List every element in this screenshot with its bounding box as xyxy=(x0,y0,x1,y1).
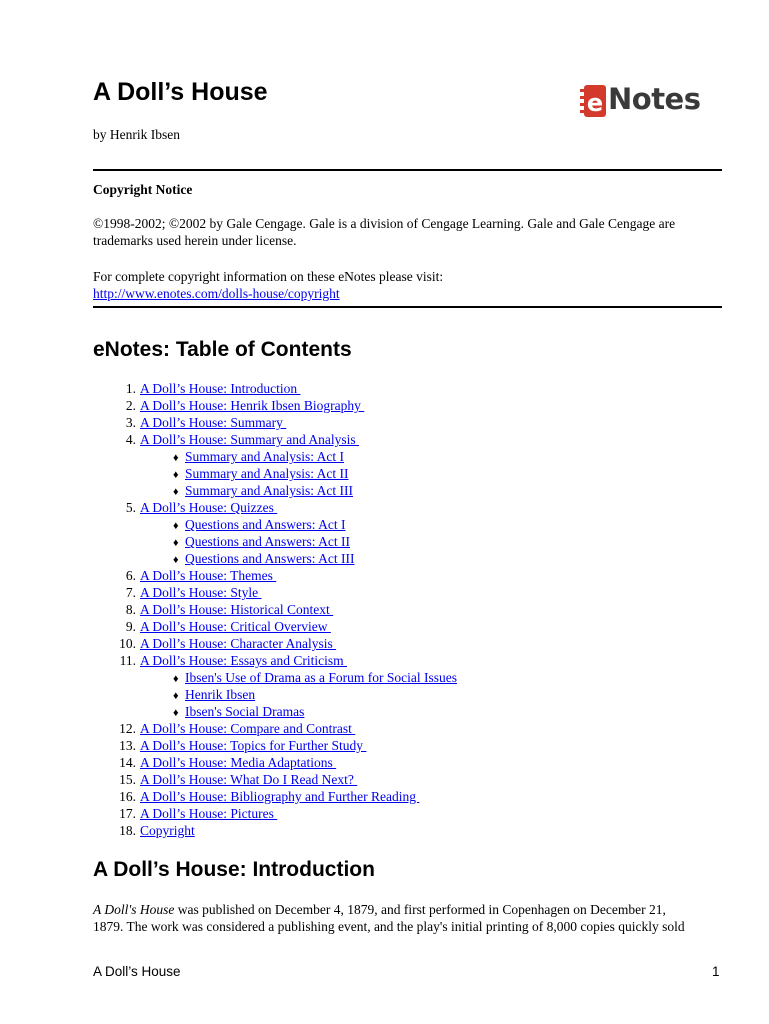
toc-item xyxy=(93,567,723,584)
toc-item xyxy=(93,380,723,397)
toc-item-number: 15. xyxy=(119,772,136,787)
toc-item-number: 16. xyxy=(119,789,136,804)
toc-item xyxy=(93,431,723,448)
toc-item-link[interactable]: A Doll’s House: Topics for Further Study xyxy=(140,738,367,753)
toc-subitem-link[interactable]: Summary and Analysis: Act III xyxy=(185,483,353,498)
toc-subitem-link[interactable]: Henrik Ibsen xyxy=(185,687,256,702)
diamond-bullet-icon: ♦ xyxy=(173,554,179,566)
toc-item xyxy=(93,720,723,737)
intro-paragraph xyxy=(93,901,733,935)
intro-play-title: A Doll's House xyxy=(93,902,175,917)
toc-subitem xyxy=(93,686,723,703)
toc-item-number: 3. xyxy=(125,415,136,430)
toc-subitem xyxy=(93,448,723,465)
toc-item-number: 5. xyxy=(125,500,136,515)
diamond-bullet-icon: ♦ xyxy=(173,537,179,549)
toc-item xyxy=(93,397,723,414)
toc-item-number: 12. xyxy=(119,721,136,736)
toc-subitem-link[interactable]: Ibsen's Social Dramas xyxy=(185,704,305,719)
document-title: A Doll’s House xyxy=(93,78,268,106)
toc-item-link[interactable]: A Doll’s House: Compare and Contrast xyxy=(140,721,356,736)
enotes-logo-mark-icon xyxy=(578,80,608,120)
toc-item xyxy=(93,499,723,516)
toc-item xyxy=(93,805,723,822)
toc-subitem xyxy=(93,533,723,550)
toc-item-link[interactable]: A Doll’s House: Summary and Analysis xyxy=(140,432,359,447)
intro-text-line2: 1879. The work was considered a publishing event, and the play's initial printing of 8,000 copies quickly sold xyxy=(93,919,685,934)
copyright-text: ©1998-2002; ©2002 by Gale Cengage. Gale is a division of Cengage Learning. Gale and Gale Cengage are trademarks used herein under license. xyxy=(93,216,676,248)
diamond-bullet-icon: ♦ xyxy=(173,673,179,685)
toc-item xyxy=(93,635,723,652)
toc-item-number: 17. xyxy=(119,806,136,821)
toc-item-link[interactable]: A Doll’s House: Critical Overview xyxy=(140,619,331,634)
diamond-bullet-icon: ♦ xyxy=(173,469,179,481)
toc-item xyxy=(93,737,723,754)
toc-item-link[interactable]: A Doll’s House: Themes xyxy=(140,568,277,583)
toc-item-link[interactable]: A Doll’s House: Bibliography and Further Reading xyxy=(140,789,420,804)
toc-item-number: 7. xyxy=(125,585,136,600)
toc-item-link[interactable]: A Doll’s House: Media Adaptations xyxy=(140,755,337,770)
toc-item-number: 8. xyxy=(125,602,136,617)
intro-text-line1: was published on December 4, 1879, and first performed in Copenhagen on December 21, xyxy=(174,902,666,917)
table-of-contents xyxy=(93,380,723,839)
toc-item-link[interactable]: Copyright xyxy=(140,823,195,838)
toc-item xyxy=(93,754,723,771)
toc-item-link[interactable]: A Doll’s House: What Do I Read Next? xyxy=(140,772,358,787)
toc-subitem xyxy=(93,550,723,567)
toc-item-link[interactable]: A Doll’s House: Quizzes xyxy=(140,500,278,515)
toc-subitem xyxy=(93,465,723,482)
toc-item-number: 1. xyxy=(125,381,136,396)
toc-item-link[interactable]: A Doll’s House: Character Analysis xyxy=(140,636,337,651)
toc-heading: eNotes: Table of Contents xyxy=(93,338,352,361)
toc-item-link[interactable]: A Doll’s House: Historical Context xyxy=(140,602,334,617)
toc-subitem xyxy=(93,516,723,533)
toc-item-number: 18. xyxy=(119,823,136,838)
toc-item-number: 14. xyxy=(119,755,136,770)
toc-item-number: 4. xyxy=(125,432,136,447)
toc-item xyxy=(93,414,723,431)
intro-heading: A Doll’s House: Introduction xyxy=(93,858,375,881)
toc-subitem-link[interactable]: Questions and Answers: Act III xyxy=(185,551,355,566)
svg-text:e: e xyxy=(586,89,604,117)
toc-item-link[interactable]: A Doll’s House: Pictures xyxy=(140,806,278,821)
toc-item-link[interactable]: A Doll’s House: Introduction xyxy=(140,381,301,396)
toc-item-link[interactable]: A Doll’s House: Style xyxy=(140,585,262,600)
diamond-bullet-icon: ♦ xyxy=(173,486,179,498)
diamond-bullet-icon: ♦ xyxy=(173,520,179,532)
toc-item xyxy=(93,601,723,618)
toc-subitem xyxy=(93,482,723,499)
divider-top xyxy=(93,169,722,171)
author-byline: by Henrik Ibsen xyxy=(93,127,180,142)
enotes-logo-text: Notes xyxy=(608,82,701,116)
toc-item-number: 10. xyxy=(119,636,136,651)
toc-item xyxy=(93,822,723,839)
copyright-info-text: For complete copyright information on these eNotes please visit: xyxy=(93,269,444,284)
diamond-bullet-icon: ♦ xyxy=(173,690,179,702)
toc-item xyxy=(93,584,723,601)
copyright-info xyxy=(93,268,723,302)
toc-item-link[interactable]: A Doll’s House: Summary xyxy=(140,415,287,430)
toc-subitem-link[interactable]: Summary and Analysis: Act II xyxy=(185,466,349,481)
toc-item xyxy=(93,771,723,788)
copyright-url-link[interactable]: http://www.enotes.com/dolls-house/copyright xyxy=(93,286,340,301)
toc-subitem-link[interactable]: Questions and Answers: Act II xyxy=(185,534,350,549)
footer-title: A Doll’s House xyxy=(93,964,181,979)
toc-item xyxy=(93,652,723,669)
toc-subitem xyxy=(93,669,723,686)
toc-item-number: 13. xyxy=(119,738,136,753)
page-number: 1 xyxy=(712,964,720,979)
toc-item-link[interactable]: A Doll’s House: Essays and Criticism xyxy=(140,653,347,668)
toc-subitem xyxy=(93,703,723,720)
toc-item-number: 2. xyxy=(125,398,136,413)
diamond-bullet-icon: ♦ xyxy=(173,707,179,719)
toc-item-link[interactable]: A Doll’s House: Henrik Ibsen Biography xyxy=(140,398,365,413)
toc-item-number: 11. xyxy=(119,653,136,668)
toc-subitem-link[interactable]: Ibsen's Use of Drama as a Forum for Social Issues xyxy=(185,670,457,685)
diamond-bullet-icon: ♦ xyxy=(173,452,179,464)
divider-bottom xyxy=(93,306,722,308)
toc-item-number: 9. xyxy=(125,619,136,634)
copyright-heading: Copyright Notice xyxy=(93,182,193,197)
enotes-logo xyxy=(578,80,723,120)
toc-item xyxy=(93,788,723,805)
toc-item-number: 6. xyxy=(125,568,136,583)
toc-subitem-link[interactable]: Summary and Analysis: Act I xyxy=(185,449,344,464)
toc-subitem-link[interactable]: Questions and Answers: Act I xyxy=(185,517,346,532)
toc-item xyxy=(93,618,723,635)
